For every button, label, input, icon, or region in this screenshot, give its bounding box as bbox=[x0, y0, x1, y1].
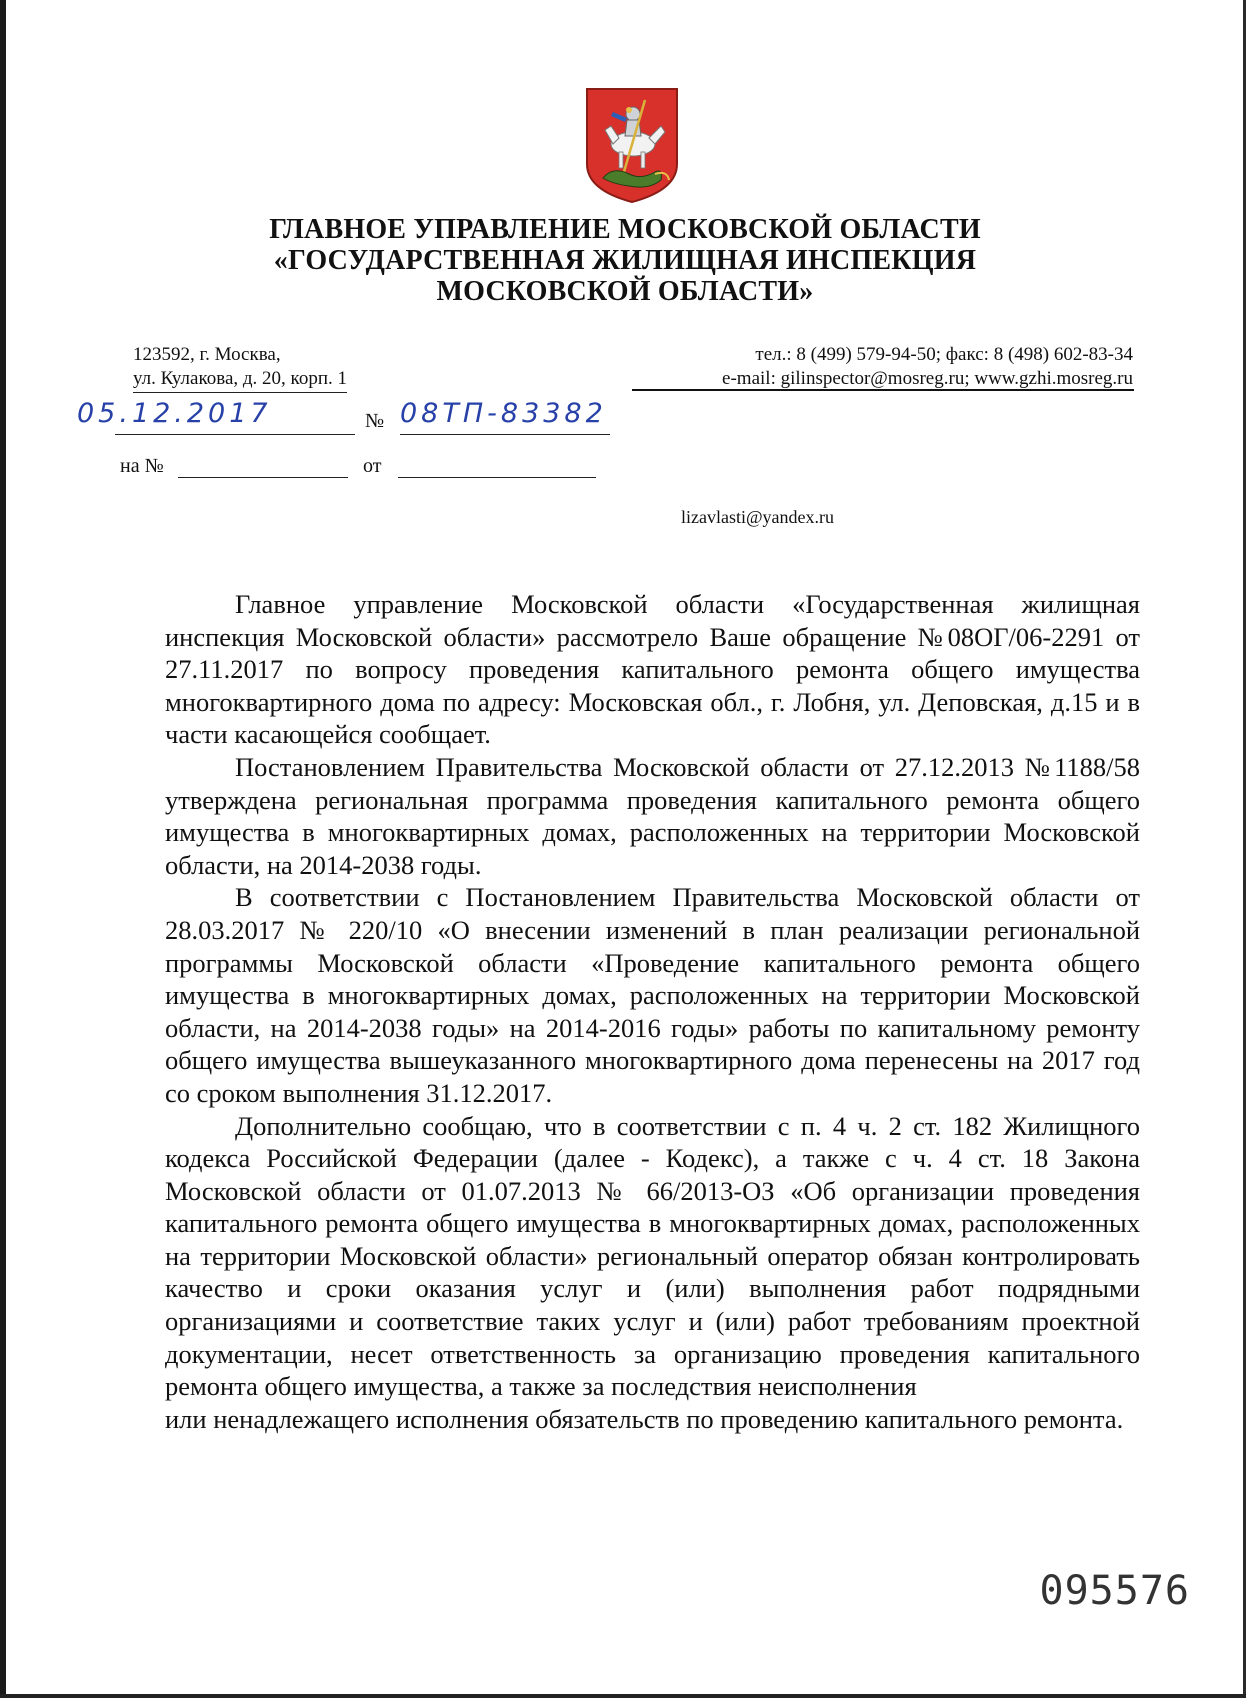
agency-header bbox=[200, 214, 1050, 307]
body-paragraph-2: Постановлением Правительства Московской области от 27.12.2013 №1188/58 утверждена региональная программа проведения капитального ремонта общего имущества в многоквартирных домах, расположенных на территории Московской области, на 2014-2038 годы. bbox=[165, 751, 1140, 880]
registration-number-label: № bbox=[365, 410, 385, 432]
reference-number-label: на № bbox=[120, 455, 164, 477]
header-rule bbox=[632, 389, 1134, 391]
registration-number: 08ТП-83382 bbox=[400, 398, 607, 429]
header-line-3: МОСКОВСКОЙ ОБЛАСТИ» bbox=[436, 276, 814, 307]
registration-row bbox=[0, 398, 1246, 438]
scan-bottom-edge bbox=[0, 1694, 1246, 1698]
body-paragraph-4: Дополнительно сообщаю, что в соответствии с п. 4 ч. 2 ст. 182 Жилищного кодекса Российской Федерации (далее - Кодекс), а также с ч. 4 ст. 18 Закона Московской области от 01.07.2013 № 66/2013-ОЗ «Об организации проведения капитального ремонта общего имущества в многоквартирных домах, расположенных на территории Московской области» региональный оператор обязан контролировать качество и сроки оказания услуг и (или) выполнения работ подрядными организациями и соответствие таких услуг и (или) работ требованиям проектной документации, несет ответственность за организацию проведения капитального ремонта общего имущества, а также за последствия неисполнения bbox=[165, 1110, 1140, 1402]
postal-address bbox=[133, 343, 347, 393]
body-paragraph-5: или ненадлежащего исполнения обязательств по проведению капитального ремонта. bbox=[165, 1403, 1124, 1434]
scan-left-edge bbox=[0, 0, 6, 1698]
document-serial-number: 095576 bbox=[1039, 1568, 1190, 1614]
body-paragraph-3: В соответствии с Постановлением Правительства Московской области от 28.03.2017 № 220/10 «О внесении изменений в план реализации региональной программы Московской области «Проведение капитального ремонта общего имущества в многоквартирных домах, расположенных на территории Московской области, на 2014-2038 годы» на 2014-2016 годы» работы по капитальному ремонту общего имущества вышеуказанного многоквартирного дома перенесены на 2017 год со сроком выполнения 31.12.2017. bbox=[165, 882, 1140, 1108]
coat-of-arms-icon bbox=[583, 86, 681, 204]
address-line-2: ул. Кулакова, д. 20, корп. 1 bbox=[133, 367, 347, 393]
letter-body bbox=[165, 588, 1140, 1435]
body-paragraph-1: Главное управление Московской области «Государственная жилищная инспекция Московской области» рассмотрело Ваше обращение №08ОГ/06-2291 от 27.11.2017 по вопросу проведения капитального ремонта общего имущества многоквартирного дома по адресу: Московская обл., г. Лобня, ул. Деповская, д.15 и в части касающейся сообщает. bbox=[165, 589, 1140, 750]
header-line-2: «ГОСУДАРСТВЕННАЯ ЖИЛИЩНАЯ ИНСПЕКЦИЯ bbox=[273, 245, 977, 276]
header-line-1: ГЛАВНОЕ УПРАВЛЕНИЕ МОСКОВСКОЙ ОБЛАСТИ bbox=[269, 214, 981, 245]
reference-number-blank bbox=[178, 477, 348, 478]
registration-number-field bbox=[400, 398, 610, 435]
registration-date-field bbox=[77, 398, 355, 435]
reference-date-label: от bbox=[363, 455, 382, 477]
contacts-email-web: e-mail: gilinspector@mosreg.ru; www.gzhi.mosreg.ru bbox=[722, 368, 1133, 389]
recipient-email: lizavlasti@yandex.ru bbox=[681, 507, 835, 527]
registration-date: 05.12.2017 bbox=[77, 398, 272, 429]
reference-date-blank bbox=[398, 477, 596, 478]
reference-row bbox=[120, 455, 720, 485]
contacts-phone-fax: тел.: 8 (499) 579-94-50; факс: 8 (498) 602-83-34 bbox=[755, 344, 1133, 365]
address-line-1: 123592, г. Москва, bbox=[133, 344, 281, 365]
contact-info bbox=[722, 343, 1133, 391]
